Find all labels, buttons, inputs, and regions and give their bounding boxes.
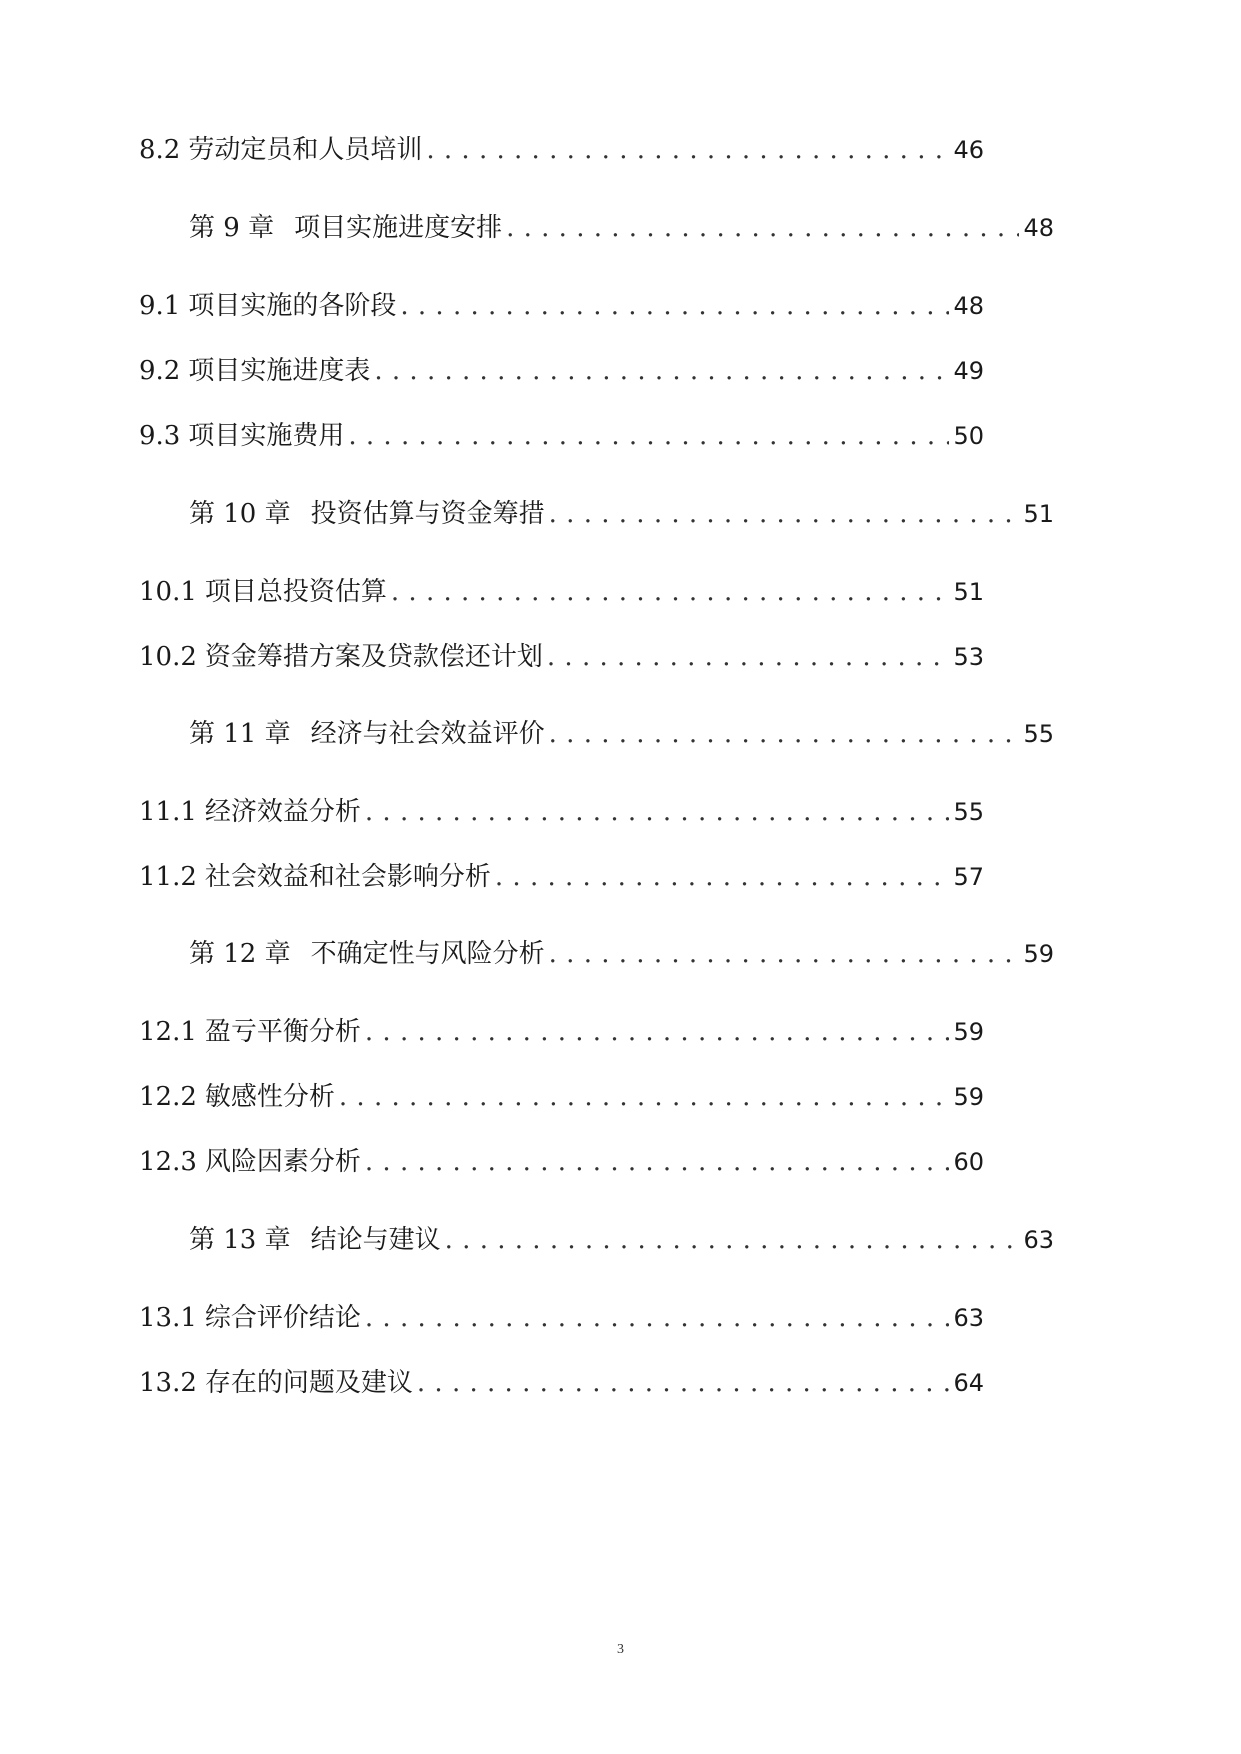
toc-entry-11-2[interactable] bbox=[139, 859, 984, 895]
toc-entry-number: 10.2 bbox=[139, 642, 197, 672]
dot-leader bbox=[445, 1222, 1020, 1258]
toc-entry-page: 59 bbox=[1023, 940, 1054, 968]
toc-entry-page: 51 bbox=[953, 578, 984, 606]
toc-entry-title: 项目总投资估算 bbox=[204, 577, 387, 607]
toc-entry-9-2[interactable] bbox=[139, 353, 984, 389]
dot-leader bbox=[374, 353, 949, 389]
toc-entry-title: 经济与社会效益评价 bbox=[310, 719, 545, 749]
dot-leader bbox=[391, 574, 950, 610]
toc-entry-title: 经济效益分析 bbox=[204, 797, 361, 827]
toc-entry-13-1[interactable] bbox=[139, 1300, 984, 1336]
toc-entry-number: 8.2 bbox=[139, 135, 181, 165]
toc-entry-page: 57 bbox=[953, 863, 984, 891]
dot-leader bbox=[549, 496, 1020, 532]
dot-leader bbox=[339, 1079, 950, 1115]
toc-entry-page: 55 bbox=[1023, 720, 1054, 748]
toc-entry-number: 第 12 章 bbox=[189, 939, 291, 969]
toc-entry-chapter-11[interactable] bbox=[189, 716, 1054, 752]
toc-entry-title: 项目实施费用 bbox=[188, 421, 345, 451]
toc-entry-title: 投资估算与资金筹措 bbox=[310, 499, 545, 529]
toc-entry-page: 60 bbox=[953, 1148, 984, 1176]
toc-entry-11-1[interactable] bbox=[139, 794, 984, 830]
toc-entry-number: 10.1 bbox=[139, 577, 197, 607]
toc-entry-chapter-12[interactable] bbox=[189, 936, 1054, 972]
toc-entry-title: 项目实施的各阶段 bbox=[188, 291, 397, 321]
toc-entry-page: 63 bbox=[1023, 1226, 1054, 1254]
toc-entry-chapter-13[interactable] bbox=[189, 1222, 1054, 1258]
toc-entry-page: 49 bbox=[953, 357, 984, 385]
dot-leader bbox=[547, 639, 950, 675]
toc-entry-number: 13.1 bbox=[139, 1303, 197, 1333]
toc-entry-8-2[interactable] bbox=[139, 132, 984, 168]
toc-entry-number: 9.2 bbox=[139, 356, 181, 386]
toc-entry-title: 敏感性分析 bbox=[204, 1082, 335, 1112]
dot-leader bbox=[400, 288, 949, 324]
toc-entry-page: 59 bbox=[953, 1083, 984, 1111]
toc-entry-page: 59 bbox=[953, 1018, 984, 1046]
toc-entry-number: 12.2 bbox=[139, 1082, 197, 1112]
page-number: 3 bbox=[617, 1642, 624, 1657]
toc-entry-number: 第 11 章 bbox=[189, 719, 291, 749]
toc-entry-title: 结论与建议 bbox=[310, 1225, 441, 1255]
toc-entry-page: 64 bbox=[953, 1369, 984, 1397]
toc-entry-10-1[interactable] bbox=[139, 574, 984, 610]
toc-entry-number: 第 10 章 bbox=[189, 499, 291, 529]
dot-leader bbox=[348, 418, 949, 454]
toc-entry-number: 9.1 bbox=[139, 291, 181, 321]
toc-entry-number: 第 13 章 bbox=[189, 1225, 291, 1255]
toc-entry-title: 社会效益和社会影响分析 bbox=[204, 862, 491, 892]
toc-entry-page: 46 bbox=[953, 136, 984, 164]
toc-entry-12-1[interactable] bbox=[139, 1014, 984, 1050]
dot-leader bbox=[365, 794, 950, 830]
toc-entry-title: 不确定性与风险分析 bbox=[310, 939, 545, 969]
toc-entry-title: 风险因素分析 bbox=[204, 1147, 361, 1177]
dot-leader bbox=[426, 132, 949, 168]
toc-entry-10-2[interactable] bbox=[139, 639, 984, 675]
toc-entry-number: 13.2 bbox=[139, 1368, 197, 1398]
dot-leader bbox=[549, 936, 1020, 972]
toc-entry-9-1[interactable] bbox=[139, 288, 984, 324]
toc-entry-page: 48 bbox=[953, 292, 984, 320]
toc-entry-title: 盈亏平衡分析 bbox=[204, 1017, 361, 1047]
toc-entry-number: 9.3 bbox=[139, 421, 181, 451]
toc-entry-chapter-9[interactable] bbox=[189, 210, 1054, 246]
toc-entry-page: 63 bbox=[953, 1304, 984, 1332]
toc-entry-title: 资金筹措方案及贷款偿还计划 bbox=[204, 642, 543, 672]
dot-leader bbox=[549, 716, 1020, 752]
dot-leader bbox=[365, 1144, 950, 1180]
toc-entry-number: 12.3 bbox=[139, 1147, 197, 1177]
toc-entry-title: 劳动定员和人员培训 bbox=[188, 135, 423, 165]
toc-entry-page: 53 bbox=[953, 643, 984, 671]
toc-entry-number: 第 9 章 bbox=[189, 213, 275, 243]
toc-entry-page: 48 bbox=[1023, 214, 1054, 242]
toc-entry-12-3[interactable] bbox=[139, 1144, 984, 1180]
toc-entry-number: 11.2 bbox=[139, 862, 197, 892]
dot-leader bbox=[495, 859, 950, 895]
toc-entry-chapter-10[interactable] bbox=[189, 496, 1054, 532]
toc-entry-page: 50 bbox=[953, 422, 984, 450]
toc-entry-number: 12.1 bbox=[139, 1017, 197, 1047]
dot-leader bbox=[417, 1365, 950, 1401]
toc-entry-title: 存在的问题及建议 bbox=[204, 1368, 413, 1398]
toc-entry-page: 55 bbox=[953, 798, 984, 826]
toc-entry-9-3[interactable] bbox=[139, 418, 984, 454]
toc-entry-number: 11.1 bbox=[139, 797, 197, 827]
toc-entry-page: 51 bbox=[1023, 500, 1054, 528]
dot-leader bbox=[506, 210, 1019, 246]
toc-entry-title: 项目实施进度表 bbox=[188, 356, 371, 386]
toc-entry-title: 综合评价结论 bbox=[204, 1303, 361, 1333]
toc-entry-title: 项目实施进度安排 bbox=[294, 213, 503, 243]
toc-entry-12-2[interactable] bbox=[139, 1079, 984, 1115]
toc-entry-13-2[interactable] bbox=[139, 1365, 984, 1401]
dot-leader bbox=[365, 1300, 950, 1336]
dot-leader bbox=[365, 1014, 950, 1050]
